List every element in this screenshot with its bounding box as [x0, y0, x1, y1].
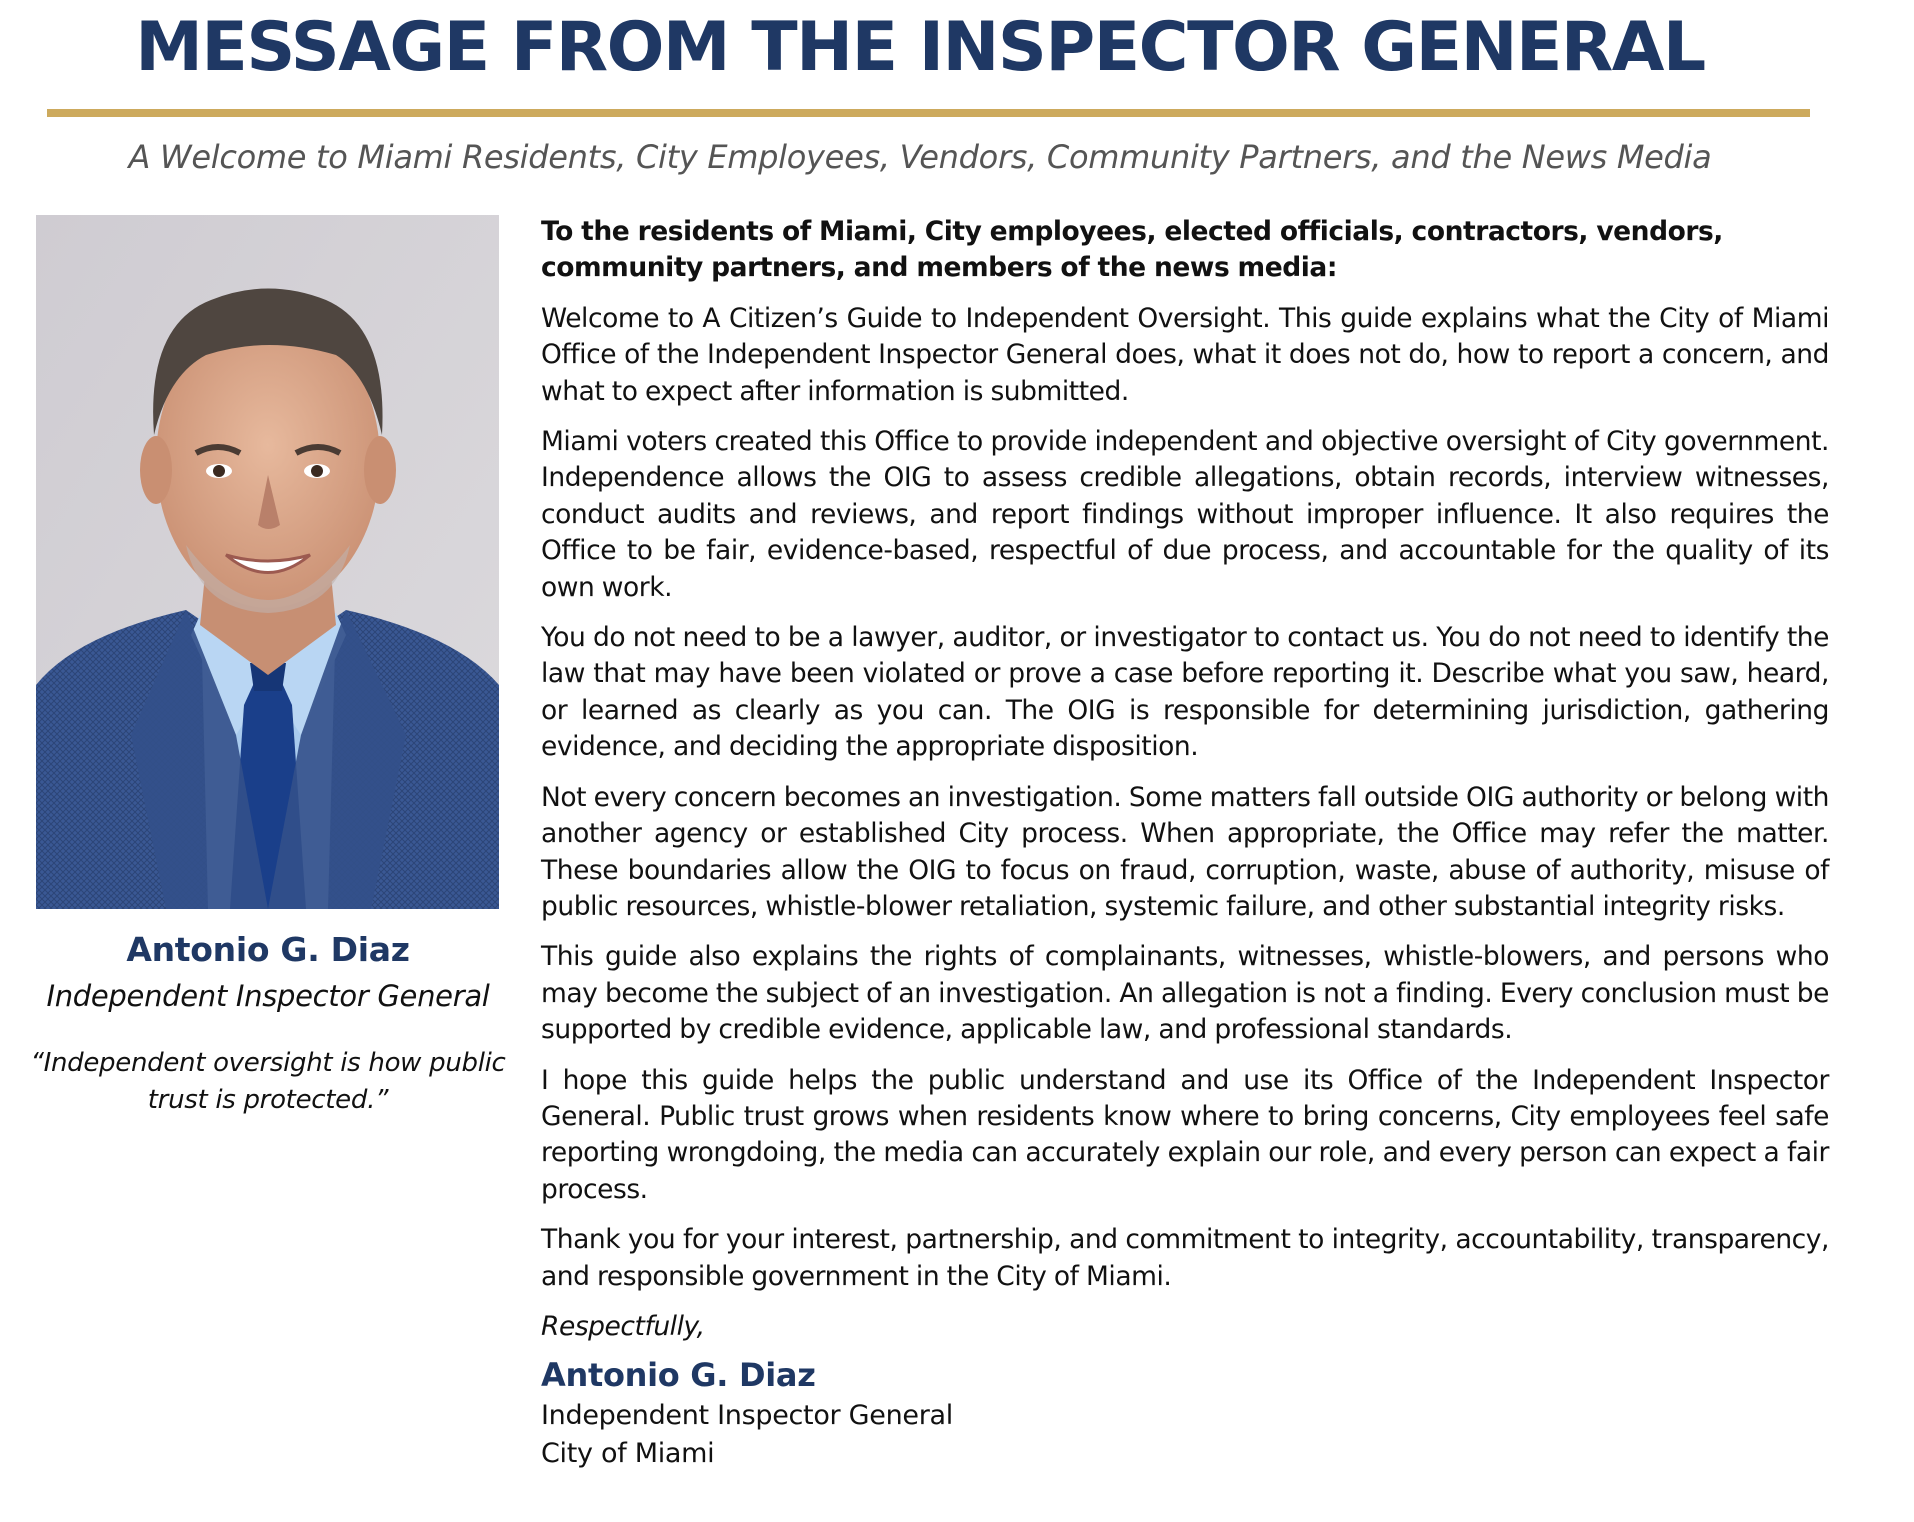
gold-divider: [47, 109, 1810, 117]
letter-paragraph: Thank you for your interest, partnership, and commitment to integrity, accountability, transparency, and responsible government in the City of Miami.: [541, 1224, 1829, 1292]
profile-name: Antonio G. Diaz: [126, 930, 410, 969]
letter-paragraph: You do not need to be a lawyer, auditor, or investigator to contact us. You do not need to identify the law that may have been violated or prove a case before reporting it. Describe what you saw, heard, or learned as clearly as you can. The OIG is responsible for determining jurisdiction, gathering evidence, and deciding the appropriate disposition.: [541, 622, 1829, 763]
page-title: MESSAGE FROM THE INSPECTOR GENERAL: [135, 8, 1705, 87]
page-subtitle: A Welcome to Miami Residents, City Employees, Vendors, Community Partners, and the News Media: [128, 138, 1712, 176]
letter-paragraph: I hope this guide helps the public understand and use its Office of the Independent Inspector General. Public trust grows when residents know where to bring concerns, City employees feel safe reporting wrongdoing, the media can accurately explain our role, and every person can expect a fair process.: [541, 1064, 1829, 1205]
letter-paragraph: Not every concern becomes an investigation. Some matters fall outside OIG authority or belong with another agency or established City process. When appropriate, the Office may refer the matter. These boundaries allow the OIG to focus on fraud, corruption, waste, abuse of authority, misuse of public resources, whistle-blower retaliation, systemic failure, and other substantial integrity risks.: [541, 781, 1829, 922]
signature-block: [541, 1353, 1441, 1473]
letter-paragraph: Miami voters created this Office to provide independent and objective oversight of City government. Independence allows the OIG to assess credible allegations, obtain records, interview witnesses, conduct audits and reviews, and report findings without improper influence. It also requires the Office to be fair, evidence-based, respectful of due process, and accountable for the quality of its own work.: [541, 426, 1829, 603]
profile-role: Independent Inspector General: [46, 979, 490, 1013]
profile-quote: “Independent oversight is how public trust is protected.”: [30, 1048, 506, 1115]
letter-body: [541, 214, 1829, 1359]
signature-name: Antonio G. Diaz: [541, 1356, 816, 1394]
signature-title: Independent Inspector General: [541, 1400, 953, 1431]
letter-paragraph: Welcome to A Citizen’s Guide to Independent Oversight. This guide explains what the City of Miami Office of the Independent Inspector General does, what it does not do, how to report a concern, and what to expect after information is submitted.: [541, 302, 1829, 407]
letter-salutation: To the residents of Miami, City employees, elected officials, contractors, vendors, community partners, and members of the news media:: [541, 216, 1723, 284]
portrait-photo: [36, 215, 499, 909]
letter-paragraph: This guide also explains the rights of complainants, witnesses, whistle-blowers, and persons who may become the subject of an investigation. An allegation is not a finding. Every conclusion must be supported by credible evidence, applicable law, and professional standards.: [541, 941, 1829, 1046]
letter-closing: Respectfully,: [541, 1310, 705, 1342]
signature-org: City of Miami: [541, 1438, 715, 1469]
